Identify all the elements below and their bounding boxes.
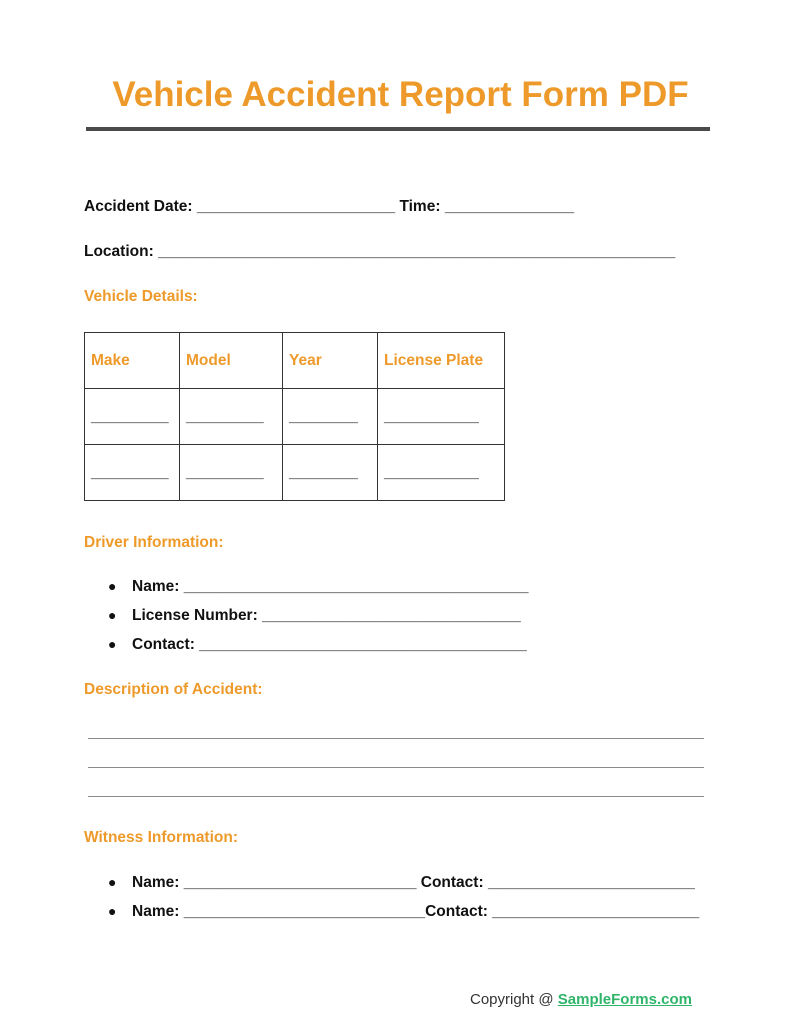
location-field[interactable]: ____________________________________________________________ [158,243,676,260]
license-plate-cell[interactable]: ___________ [378,389,505,445]
table-header-row [85,333,505,389]
license-number-label: License Number: [132,607,258,624]
witness-contact-field[interactable]: ________________________ [492,903,700,920]
driver-contact-field[interactable]: ______________________________________ [199,636,527,653]
driver-information-heading: Driver Information: [84,534,224,551]
table-row [85,445,505,501]
license-plate-cell[interactable]: ___________ [378,445,505,501]
list-item [84,572,529,601]
column-header-year: Year [283,333,378,389]
witness-name-label: Name: [132,903,180,920]
driver-contact-label: Contact: [132,636,195,653]
witness-name-field[interactable]: ___________________________ [183,874,417,891]
witness-name-field[interactable]: ____________________________ [183,903,426,920]
driver-name-field[interactable]: ________________________________________ [183,578,529,595]
description-line[interactable] [88,738,704,739]
vehicle-details-table [84,332,505,501]
copyright-footer [470,990,692,1010]
bullet-icon: ● [108,607,117,623]
witness-contact-field[interactable]: ________________________ [487,874,695,891]
accident-date-label: Accident Date: [84,198,193,215]
driver-information-list [84,572,529,659]
witness-contact-label: Contact: [420,874,484,891]
list-item [84,868,699,897]
bullet-icon: ● [108,903,117,919]
list-item [84,630,529,659]
year-cell[interactable]: ________ [283,445,378,501]
time-label: Time: [399,198,441,215]
witness-contact-label: Contact: [425,903,488,920]
witness-information-heading: Witness Information: [84,829,239,846]
model-cell[interactable]: _________ [180,445,283,501]
title-divider [86,127,710,131]
description-heading: Description of Accident: [84,681,263,698]
vehicle-details-heading: Vehicle Details: [84,288,198,305]
make-cell[interactable]: _________ [85,445,180,501]
column-header-model: Model [180,333,283,389]
make-cell[interactable]: _________ [85,389,180,445]
location-label: Location: [84,243,154,260]
time-field[interactable]: _______________ [444,198,575,215]
page-title: Vehicle Accident Report Form PDF [112,75,689,114]
bullet-icon: ● [108,636,117,652]
description-line[interactable] [88,796,704,797]
license-number-field[interactable]: ______________________________ [262,607,521,624]
witness-name-label: Name: [132,874,180,891]
copyright-text: Copyright @ [470,991,558,1008]
witness-information-list [84,868,699,926]
brand-link[interactable]: SampleForms.com [557,991,692,1008]
location-line [84,242,675,262]
list-item [84,601,529,630]
column-header-license-plate: License Plate [378,333,505,389]
description-line[interactable] [88,767,704,768]
accident-date-time-line [84,197,574,217]
model-cell[interactable]: _________ [180,389,283,445]
driver-name-label: Name: [132,578,180,595]
bullet-icon: ● [108,874,117,890]
list-item [84,897,699,926]
bullet-icon: ● [108,578,117,594]
accident-date-field[interactable]: _______________________ [196,198,396,215]
table-row [85,389,505,445]
column-header-make: Make [85,333,180,389]
year-cell[interactable]: ________ [283,389,378,445]
